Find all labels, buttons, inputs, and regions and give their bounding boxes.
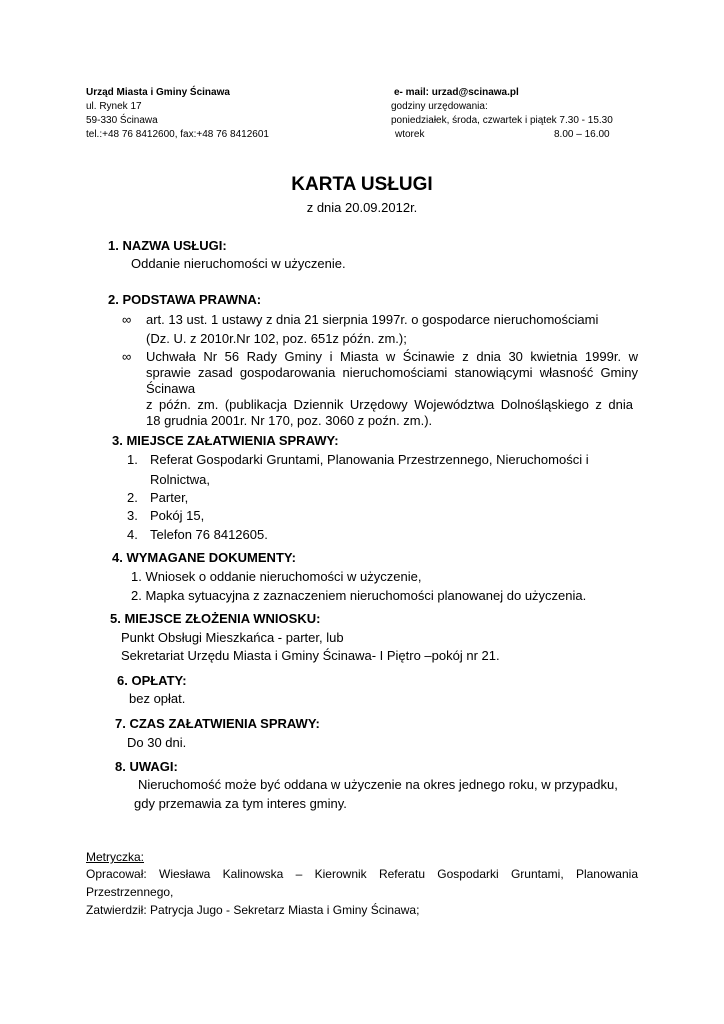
org-phones: tel.:+48 76 8412600, fax:+48 76 8412601	[86, 129, 269, 140]
org-email: e- mail: urzad@scinawa.pl	[394, 87, 519, 98]
section-4-heading: 4. WYMAGANE DOKUMENTY:	[112, 550, 296, 565]
legal-basis-2-line-1: Uchwała Nr 56 Rady Gminy i Miasta w Ścinawie z dnia 30 kwietnia 1999r. w	[146, 349, 638, 364]
office-hours-days: poniedziałek, środa, czwartek i piątek 7.30 - 15.30	[391, 115, 613, 126]
prepared-by-line-1: Opracował: Wiesława Kalinowska – Kierownik Referatu Gospodarki Gruntami, Planowania	[86, 867, 638, 881]
remarks-line-1: Nieruchomość może być oddana w użyczenie na okres jednego roku, w przypadku,	[138, 777, 618, 792]
legal-basis-1-line-1: art. 13 ust. 1 ustawy z dnia 21 sierpnia 1997r. o gospodarce nieruchomościami	[146, 312, 599, 327]
place-item-num: 4.	[127, 527, 138, 542]
place-item-num: 2.	[127, 490, 138, 505]
section-8-heading: 8. UWAGI:	[115, 759, 178, 774]
legal-basis-2-line-4: z późn. zm. (publikacja Dziennik Urzędowy Województwa Dolnośląskiego z dnia	[146, 397, 633, 412]
fees-text: bez opłat.	[129, 691, 186, 706]
office-hours-label: godziny urzędowania:	[391, 101, 488, 112]
document-item-1: 1. Wniosek o oddanie nieruchomości w użyczenie,	[131, 569, 422, 584]
page-title: KARTA USŁUGI	[291, 174, 433, 195]
place-item-text: Rolnictwa,	[150, 472, 210, 487]
place-item-num: 1.	[127, 452, 138, 467]
section-7-heading: 7. CZAS ZAŁATWIENIA SPRAWY:	[115, 716, 320, 731]
org-name: Urząd Miasta i Gminy Ścinawa	[86, 87, 230, 98]
document-date: z dnia 20.09.2012r.	[306, 200, 418, 215]
legal-basis-2-line-5: 18 grudnia 2001r. Nr 170, poz. 3060 z poźn. zm.).	[146, 413, 433, 428]
bullet-icon: ∞	[122, 312, 132, 327]
place-item-text: Parter,	[150, 490, 189, 505]
prepared-by-line-2: Przestrzennego,	[86, 885, 174, 899]
submission-place-line-1: Punkt Obsługi Mieszkańca - parter, lub	[121, 630, 344, 645]
section-1-heading: 1. NAZWA USŁUGI:	[108, 238, 227, 253]
section-1-text: Oddanie nieruchomości w użyczenie.	[131, 256, 346, 271]
legal-basis-1-line-2: (Dz. U. z 2010r.Nr 102, poz. 651z późn. zm.);	[146, 331, 407, 346]
bullet-icon: ∞	[122, 349, 132, 364]
office-hours-tuesday: wtorek	[395, 129, 425, 140]
section-5-heading: 5. MIEJSCE ZŁOŻENIA WNIOSKU:	[110, 611, 321, 626]
metryczka-label: Metryczka:	[86, 850, 145, 864]
submission-place-line-2: Sekretariat Urzędu Miasta i Gminy Ścinawa- I Piętro –pokój nr 21.	[121, 648, 500, 663]
place-item-num: 3.	[127, 508, 138, 523]
section-2-heading: 2. PODSTAWA PRAWNA:	[108, 292, 262, 307]
approved-by: Zatwierdził: Patrycja Jugo - Sekretarz Miasta i Gminy Ścinawa;	[86, 903, 420, 917]
org-street: ul. Rynek 17	[86, 101, 142, 112]
legal-basis-2-line-3: Ścinawa	[146, 381, 196, 396]
office-hours-tuesday-time: 8.00 – 16.00	[554, 129, 610, 140]
section-6-heading: 6. OPŁATY:	[117, 673, 187, 688]
org-city: 59-330 Ścinawa	[86, 115, 158, 126]
section-3-heading: 3. MIEJSCE ZAŁATWIENIA SPRAWY:	[112, 433, 339, 448]
processing-time-text: Do 30 dni.	[127, 735, 187, 750]
place-item-text: Pokój 15,	[150, 508, 205, 523]
document-item-2: 2. Mapka sytuacyjna z zaznaczeniem nieruchomości planowanej do użyczenia.	[131, 588, 587, 603]
place-item-text: Referat Gospodarki Gruntami, Planowania Przestrzennego, Nieruchomości i	[150, 452, 589, 467]
place-item-text: Telefon 76 8412605.	[150, 527, 268, 542]
legal-basis-2-line-2: sprawie zasad gospodarowania nieruchomościami stanowiącymi własność Gminy	[146, 365, 638, 380]
remarks-line-2: gdy przemawia za tym interes gminy.	[134, 796, 347, 811]
